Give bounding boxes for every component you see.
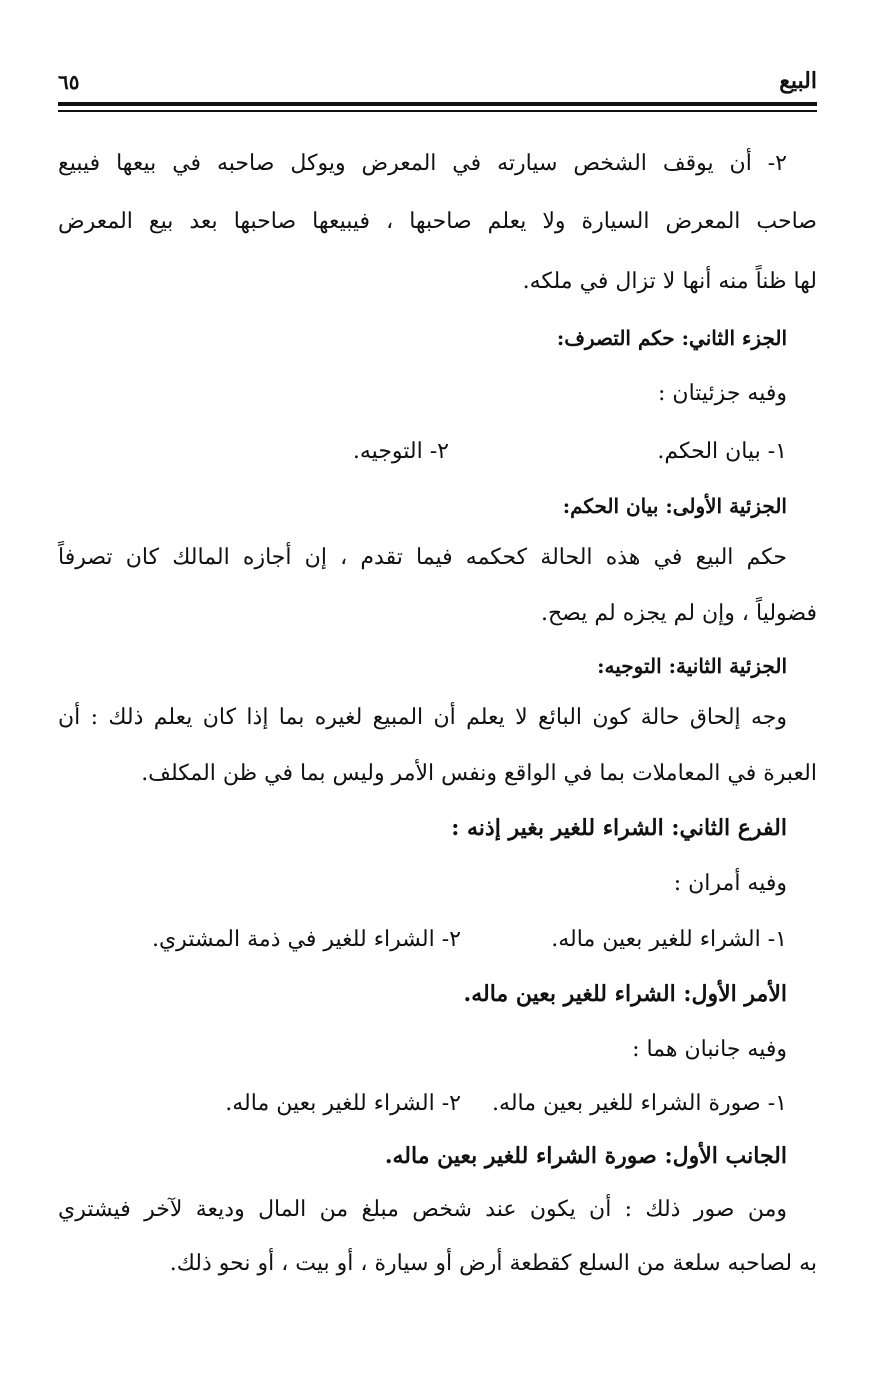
body-line: ومن صور ذلك : أن يكون عند شخص مبلغ من المال وديعة لآخر فيشتري [58, 1197, 787, 1222]
list-item: ١- بيان الحكم. [657, 439, 787, 464]
section-heading: الجزئية الثانية: التوجيه: [597, 654, 787, 678]
list-item: ٢- التوجيه. [352, 439, 449, 464]
section-heading: الأمر الأول: الشراء للغير بعين ماله. [463, 981, 787, 1007]
list-item: ٢- الشراء للغير في ذمة المشتري. [151, 927, 461, 952]
body-line: حكم البيع في هذه الحالة كحكمه فيما تقدم ، إن أجازه المالك كان تصرفاً [58, 545, 787, 570]
page-number: ٦٥ [58, 70, 80, 94]
list-item: ١- الشراء للغير بعين ماله. [551, 927, 787, 952]
body-line: ٢- أن يوقف الشخص سيارته في المعرض ويوكل صاحبه في بيعها فيبيع [58, 151, 787, 176]
header-rule-thin [58, 110, 817, 112]
body-line: وفيه أمران : [673, 871, 787, 896]
running-title: البيع [779, 68, 817, 94]
body-line: وفيه جانبان هما : [632, 1037, 787, 1062]
body-line: به لصاحبه سلعة من السلع كقطعة أرض أو سيارة ، أو بيت ، أو نحو ذلك. [169, 1251, 817, 1276]
body-line: وفيه جزئيتان : [658, 381, 787, 406]
body-line: وجه إلحاق حالة كون البائع لا يعلم أن المبيع لغيره بما إذا كان يعلم ذلك : أن [58, 705, 787, 730]
section-heading: الجانب الأول: صورة الشراء للغير بعين ماله. [384, 1143, 787, 1169]
body-line: فضولياً ، وإن لم يجزه لم يصح. [540, 601, 817, 626]
body-line: صاحب المعرض السيارة ولا يعلم صاحبها ، فيبيعها صاحبها بعد بيع المعرض [58, 209, 817, 234]
section-heading: الفرع الثاني: الشراء للغير بغير إذنه : [451, 815, 787, 841]
body-line: العبرة في المعاملات بما في الواقع ونفس الأمر وليس بما في ظن المكلف. [141, 761, 817, 786]
list-item: ١- صورة الشراء للغير بعين ماله. [492, 1091, 787, 1116]
section-heading: الجزء الثاني: حكم التصرف: [556, 326, 787, 350]
section-heading: الجزئية الأولى: بيان الحكم: [562, 494, 787, 518]
list-item: ٢- الشراء للغير بعين ماله. [225, 1091, 461, 1116]
header-rule-thick [58, 102, 817, 106]
body-line: لها ظناً منه أنها لا تزال في ملكه. [522, 269, 817, 294]
page-header [58, 68, 817, 98]
